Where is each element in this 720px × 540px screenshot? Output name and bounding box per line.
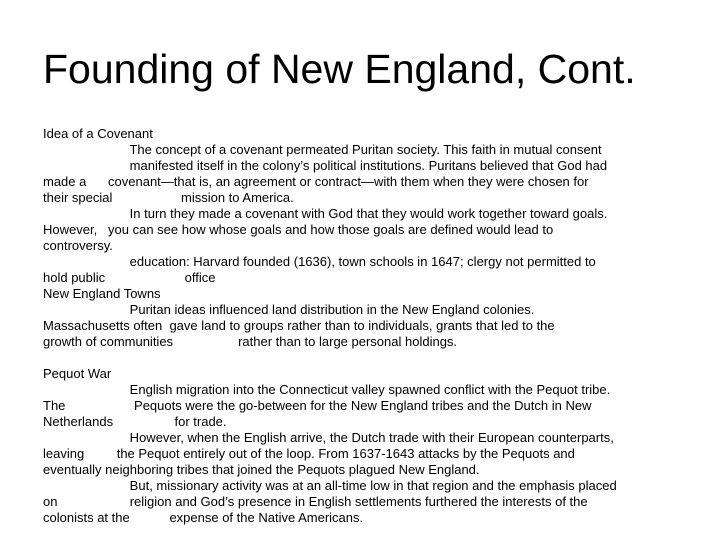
slide-title: Founding of New England, Cont.: [43, 46, 636, 92]
heading-pequot-war: Pequot War: [43, 366, 112, 381]
body-line: Netherlands for trade.: [43, 414, 227, 429]
body-line: education: Harvard founded (1636), town schools in 1647; clergy not permitted to: [43, 254, 596, 269]
body-line: growth of communities rather than to large personal holdings.: [43, 334, 458, 349]
body-line: their special mission to America.: [43, 190, 294, 205]
body-line: But, missionary activity was at an all-time low in that region and the emphasis placed: [43, 478, 617, 493]
body-line: leaving the Pequot entirely out of the loop. From 1637-1643 attacks by the Pequots and: [43, 446, 575, 461]
body-line: eventually neighboring tribes that joined the Pequots plagued New England.: [43, 462, 480, 477]
heading-new-england-towns: New England Towns: [43, 286, 161, 301]
body-line: English migration into the Connecticut valley spawned conflict with the Pequot tribe.: [43, 382, 611, 397]
body-line: on religion and God’s presence in English settlements furthered the interests of the: [43, 494, 588, 509]
body-line: made a covenant—that is, an agreement or contract—with them when they were chosen for: [43, 174, 589, 189]
slide-body: [43, 126, 693, 526]
body-line: Massachusetts often gave land to groups rather than to individuals, grants that led to the: [43, 318, 555, 333]
body-line: However, you can see how whose goals and how those goals are defined would lead to: [43, 222, 554, 237]
body-line: The concept of a covenant permeated Puritan society. This faith in mutual consent: [43, 142, 602, 157]
body-line: hold public office: [43, 270, 216, 285]
body-line: In turn they made a covenant with God that they would work together toward goals.: [43, 206, 608, 221]
body-line: manifested itself in the colony’s political institutions. Puritans believed that God had: [43, 158, 608, 173]
body-line: However, when the English arrive, the Dutch trade with their European counterparts,: [43, 430, 614, 445]
heading-covenant: Idea of a Covenant: [43, 126, 153, 141]
paragraph-gap: [43, 350, 693, 366]
body-line: The Pequots were the go-between for the New England tribes and the Dutch in New: [43, 398, 592, 413]
body-line: Puritan ideas influenced land distribution in the New England colonies.: [43, 302, 535, 317]
body-line: controversy.: [43, 238, 113, 253]
body-line: colonists at the expense of the Native Americans.: [43, 510, 364, 525]
